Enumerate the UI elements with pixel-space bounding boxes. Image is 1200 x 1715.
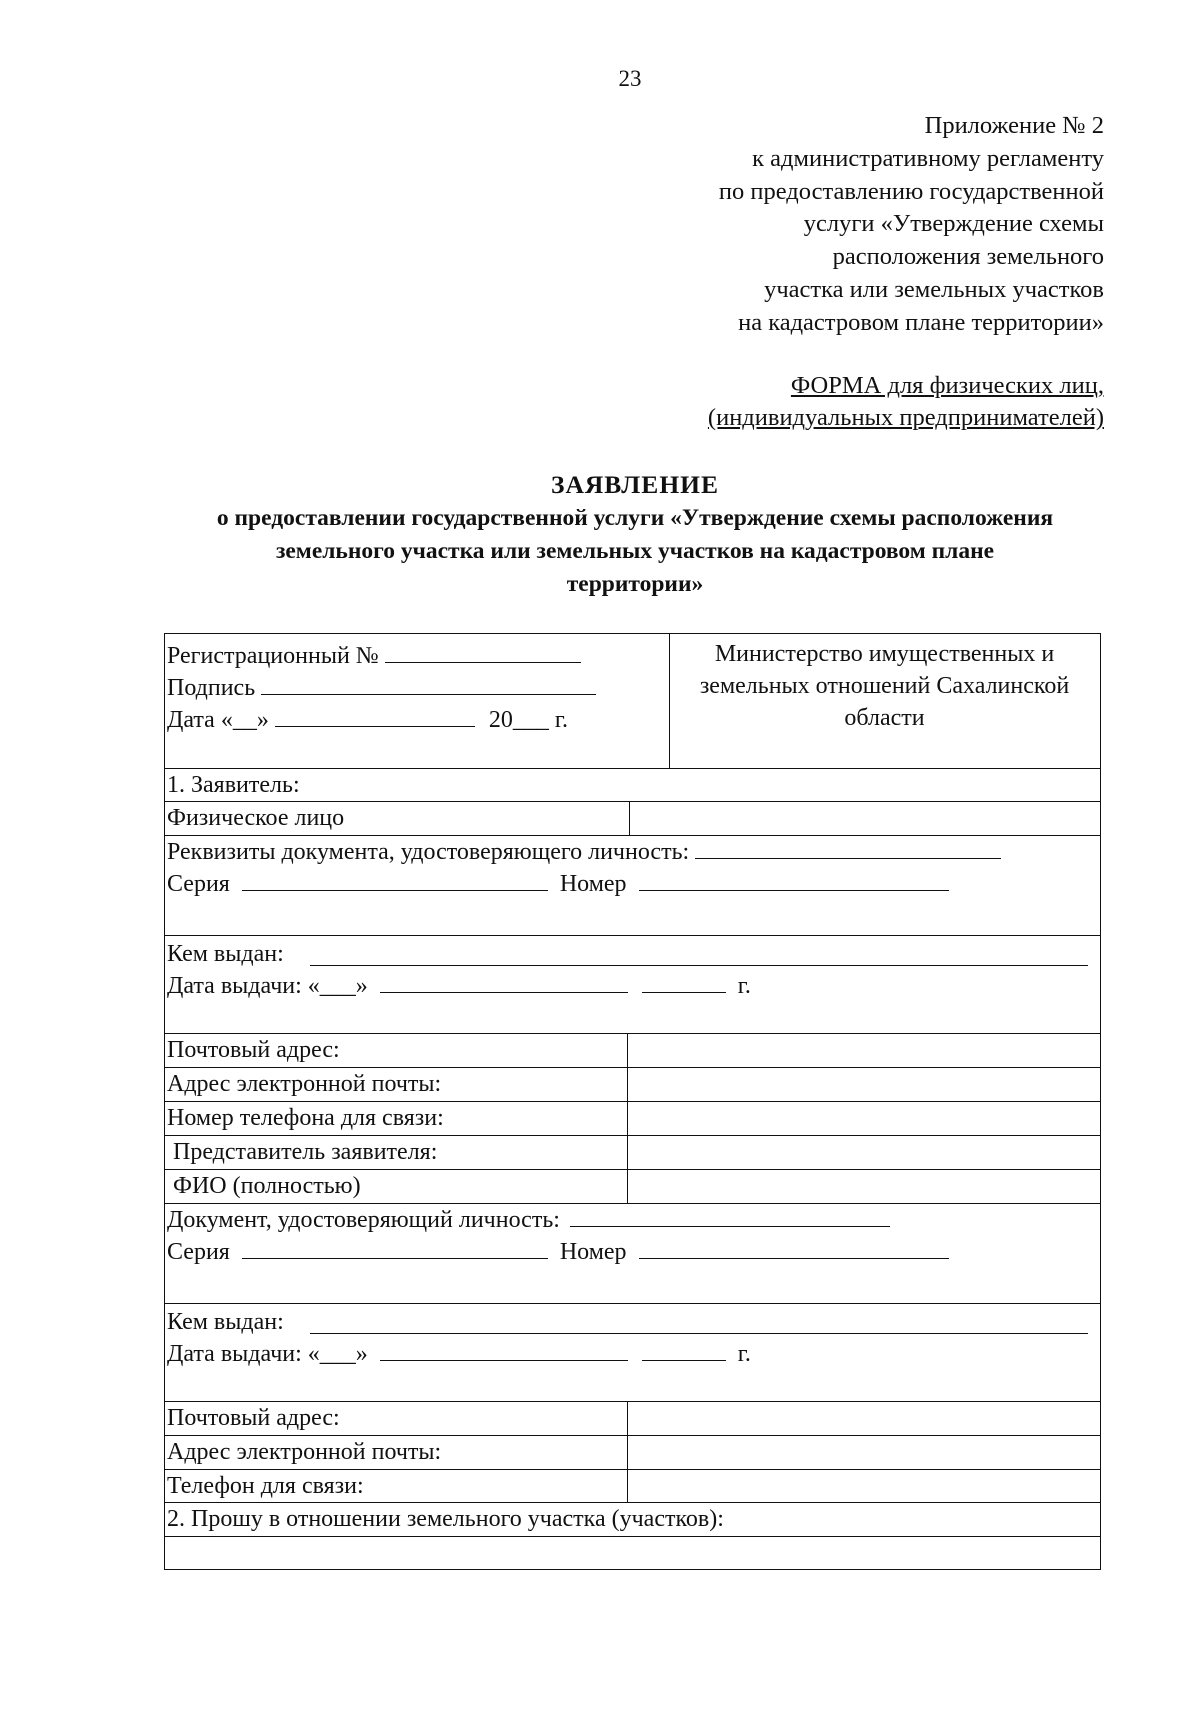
rep-issued-by-label: Кем выдан: [167,1309,284,1335]
signature-row [165,672,669,704]
appendix-line: услуги «Утверждение схемы [803,210,1104,238]
registration-cell [165,634,669,768]
applicant-section-label: 1. Заявитель: [167,772,300,798]
series-label: Серия [167,871,230,897]
rep-postal-input[interactable] [628,1402,1100,1435]
rep-issue-year-field[interactable] [642,1338,726,1361]
applicant-issued-block [164,935,1101,1033]
signature-field[interactable] [261,672,596,695]
rep-series-label: Серия [167,1239,230,1265]
rep-id-doc-field[interactable] [570,1204,890,1227]
postal-row [164,1033,1101,1067]
issue-year-suffix: г. [737,973,751,999]
reg-number-row [165,640,669,672]
title-subtitle: о предоставлении государственной услуги «Утверждение схемы расположения земельного участка или земельных участков на кадастровом плане территории» [216,505,1054,597]
fio-label: ФИО (полностью) [173,1173,361,1199]
ministry-name: Министерство имущественных и земельных отношений Сахалинской области [699,641,1070,731]
fio-row [164,1169,1101,1203]
issue-year-field[interactable] [642,970,726,993]
appendix-line: участка или земельных участков [764,275,1104,303]
series-number-row [165,868,1100,900]
rep-issue-year-suffix: г. [737,1341,751,1367]
title-main: ЗАЯВЛЕНИЕ [550,470,719,499]
document-title [150,468,1120,601]
rep-id-doc-block [164,1203,1101,1303]
series-field[interactable] [242,868,548,891]
issued-by-label: Кем выдан: [167,941,284,967]
applicant-id-doc-block [164,835,1101,935]
reg-date-row [165,704,669,736]
appendix-line: Приложение № 2 [924,112,1104,139]
page-number: 23 [618,66,642,91]
appendix-line: на кадастровом плане территории» [738,308,1104,336]
rep-email-row [164,1435,1101,1469]
rep-issue-date-field[interactable] [380,1338,628,1361]
person-label: Физическое лицо [167,805,345,831]
rep-issue-date-label: Дата выдачи: «___» [167,1341,368,1367]
rep-issue-date-row [165,1338,1100,1370]
rep-series-field[interactable] [242,1236,548,1259]
email-label: Адрес электронной почты: [167,1071,442,1097]
application-form [164,633,1101,1570]
rep-id-doc-label: Документ, удостоверяющий личность: [167,1207,560,1233]
representative-input[interactable] [628,1136,1100,1169]
issue-date-label: Дата выдачи: «___» [167,973,368,999]
rep-phone-input[interactable] [628,1470,1100,1502]
representative-row [164,1135,1101,1169]
postal-input[interactable] [628,1034,1100,1067]
postal-label: Почтовый адрес: [167,1037,340,1063]
rep-number-label: Номер [559,1239,627,1265]
appendix-header [719,110,1104,340]
form-type-note [708,370,1104,434]
phone-row [164,1101,1101,1135]
rep-email-label: Адрес электронной почты: [167,1439,442,1465]
number-label: Номер [559,871,627,897]
person-row [164,801,1101,835]
rep-postal-row [164,1401,1101,1435]
rep-issued-block [164,1303,1101,1401]
rep-phone-label: Телефон для связи: [167,1473,364,1499]
appendix-line: к административному регламенту [752,144,1104,172]
rep-number-field[interactable] [639,1236,949,1259]
reg-year-label: 20___ г. [488,707,568,733]
registration-box [164,633,1101,768]
appendix-line: расположения земельного [832,243,1104,271]
reg-date-label: Дата «__» [167,707,269,733]
rep-issued-by-field[interactable] [310,1333,1088,1334]
id-doc-row [165,836,1100,868]
person-input[interactable] [630,802,1100,835]
rep-series-number-row [165,1236,1100,1268]
reg-date-field[interactable] [275,704,475,727]
fio-input[interactable] [628,1170,1100,1203]
phone-input[interactable] [628,1102,1100,1135]
appendix-line: по предоставлению государственной [718,177,1104,205]
representative-label: Представитель заявителя: [173,1139,438,1165]
rep-postal-label: Почтовый адрес: [167,1405,340,1431]
issue-date-field[interactable] [380,970,628,993]
issued-by-field[interactable] [310,965,1088,966]
reg-number-label: Регистрационный № [167,643,379,669]
number-field[interactable] [639,868,949,891]
id-doc-label: Реквизиты документа, удостоверяющего личность: [167,839,690,865]
form-note-line: ФОРМА для физических лиц, [790,372,1104,399]
rep-phone-row [164,1469,1101,1502]
ministry-cell [669,634,1100,768]
signature-label: Подпись [167,675,256,701]
issue-date-row [165,970,1100,1002]
email-input[interactable] [628,1068,1100,1101]
phone-label: Номер телефона для связи: [167,1105,444,1131]
rep-id-doc-row [165,1204,1100,1236]
request-label: 2. Прошу в отношении земельного участка (участков): [167,1506,724,1532]
applicant-section-row [164,768,1101,801]
reg-number-field[interactable] [385,640,581,663]
request-input-row[interactable] [164,1536,1101,1570]
email-row [164,1067,1101,1101]
request-row [164,1502,1101,1536]
id-doc-field[interactable] [695,836,1001,859]
form-note-line: (индивидуальных предпринимателей) [707,404,1104,431]
rep-email-input[interactable] [628,1436,1100,1469]
